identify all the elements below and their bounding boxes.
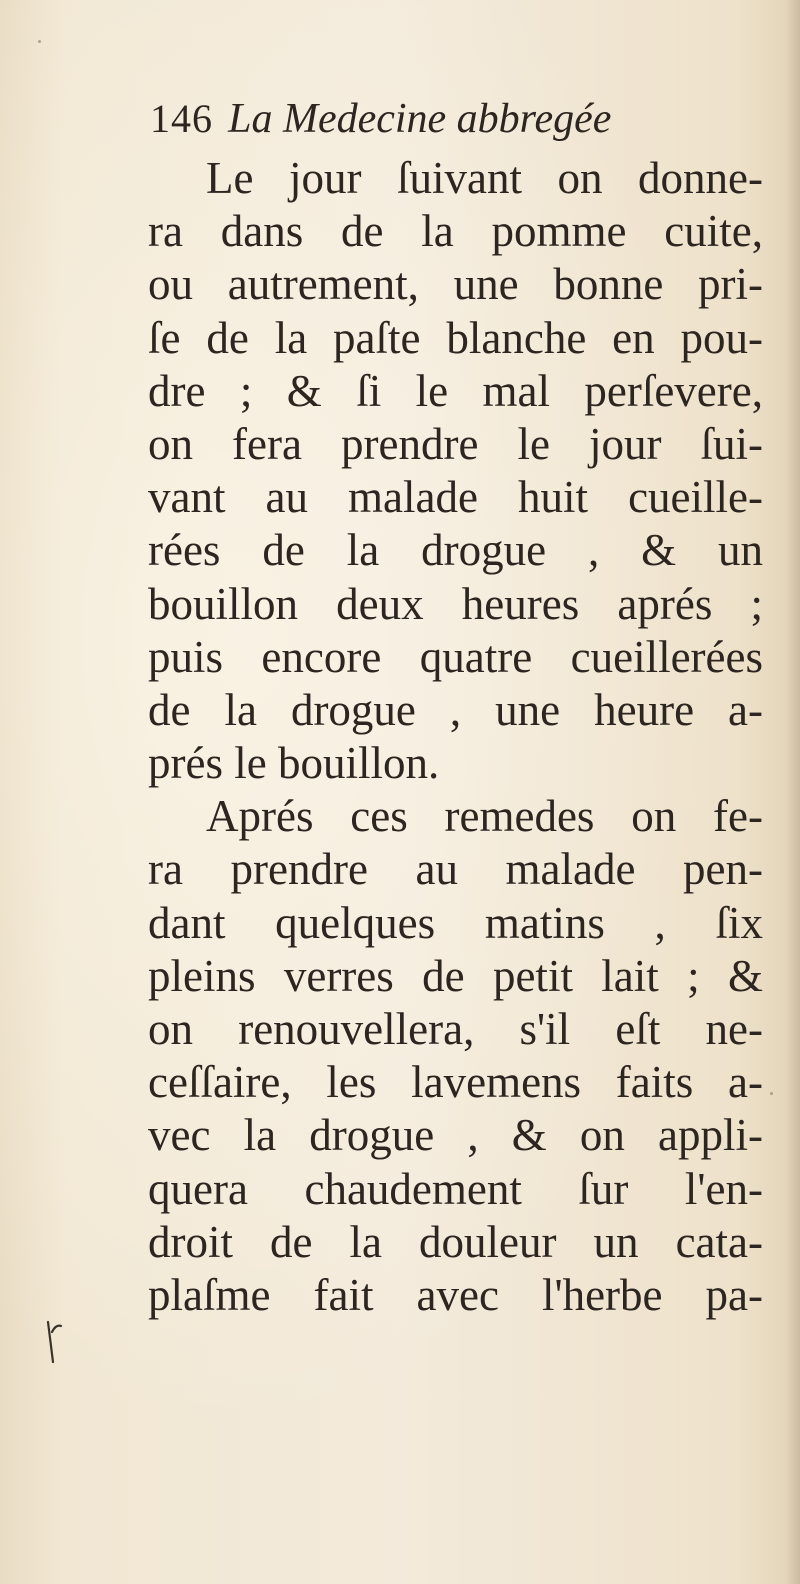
- margin-pencil-mark: [44, 1318, 64, 1364]
- page-header: [150, 95, 740, 155]
- text-line: on renouvellera, s'il eſt ne-: [148, 1004, 763, 1054]
- text-line: vec la drogue , & on appli-: [148, 1110, 763, 1161]
- text-line: puis encore quatre cueillerées: [148, 631, 763, 682]
- text-line: pleins verres de petit lait ; &: [148, 950, 763, 1001]
- text-line: Aprés ces remedes on fe-: [206, 791, 763, 842]
- page-edge-shadow: [786, 0, 800, 1584]
- text-line: ceſſaire, les lavemens faits a-: [148, 1057, 763, 1108]
- text-line: dre ; & ſi le mal perſevere,: [148, 365, 763, 416]
- text-line: dant quelques matins , ſix: [148, 897, 763, 948]
- text-line: on fera prendre le jour ſui-: [148, 418, 763, 469]
- text-line: vant au malade huit cueille-: [148, 472, 763, 523]
- text-line: Le jour ſuivant on donne-: [206, 153, 763, 203]
- text-line: de la drogue , une heure a-: [148, 684, 763, 735]
- text-line: ra dans de la pomme cuite,: [148, 206, 763, 257]
- text-line: bouillon deux heures aprés ;: [148, 578, 763, 629]
- text-line: ou autrement, une bonne pri-: [148, 259, 763, 310]
- paper-speck: [770, 1092, 773, 1095]
- text-line: rées de la drogue , & un: [148, 525, 763, 576]
- text-line: ra prendre au malade pen-: [148, 844, 763, 895]
- page-number: 146: [150, 96, 213, 141]
- running-title: La Medecine abbregée: [228, 96, 612, 142]
- text-line: droit de la douleur un cata-: [148, 1216, 763, 1267]
- body-text: [148, 152, 763, 1322]
- text-line: quera chaudement ſur l'en-: [148, 1163, 763, 1214]
- text-line: ſe de la paſte blanche en pou-: [148, 312, 763, 363]
- text-line: plaſme fait avec l'herbe pa-: [148, 1269, 763, 1320]
- text-line: prés le bouillon.: [148, 738, 440, 789]
- paper-speck: [38, 40, 41, 43]
